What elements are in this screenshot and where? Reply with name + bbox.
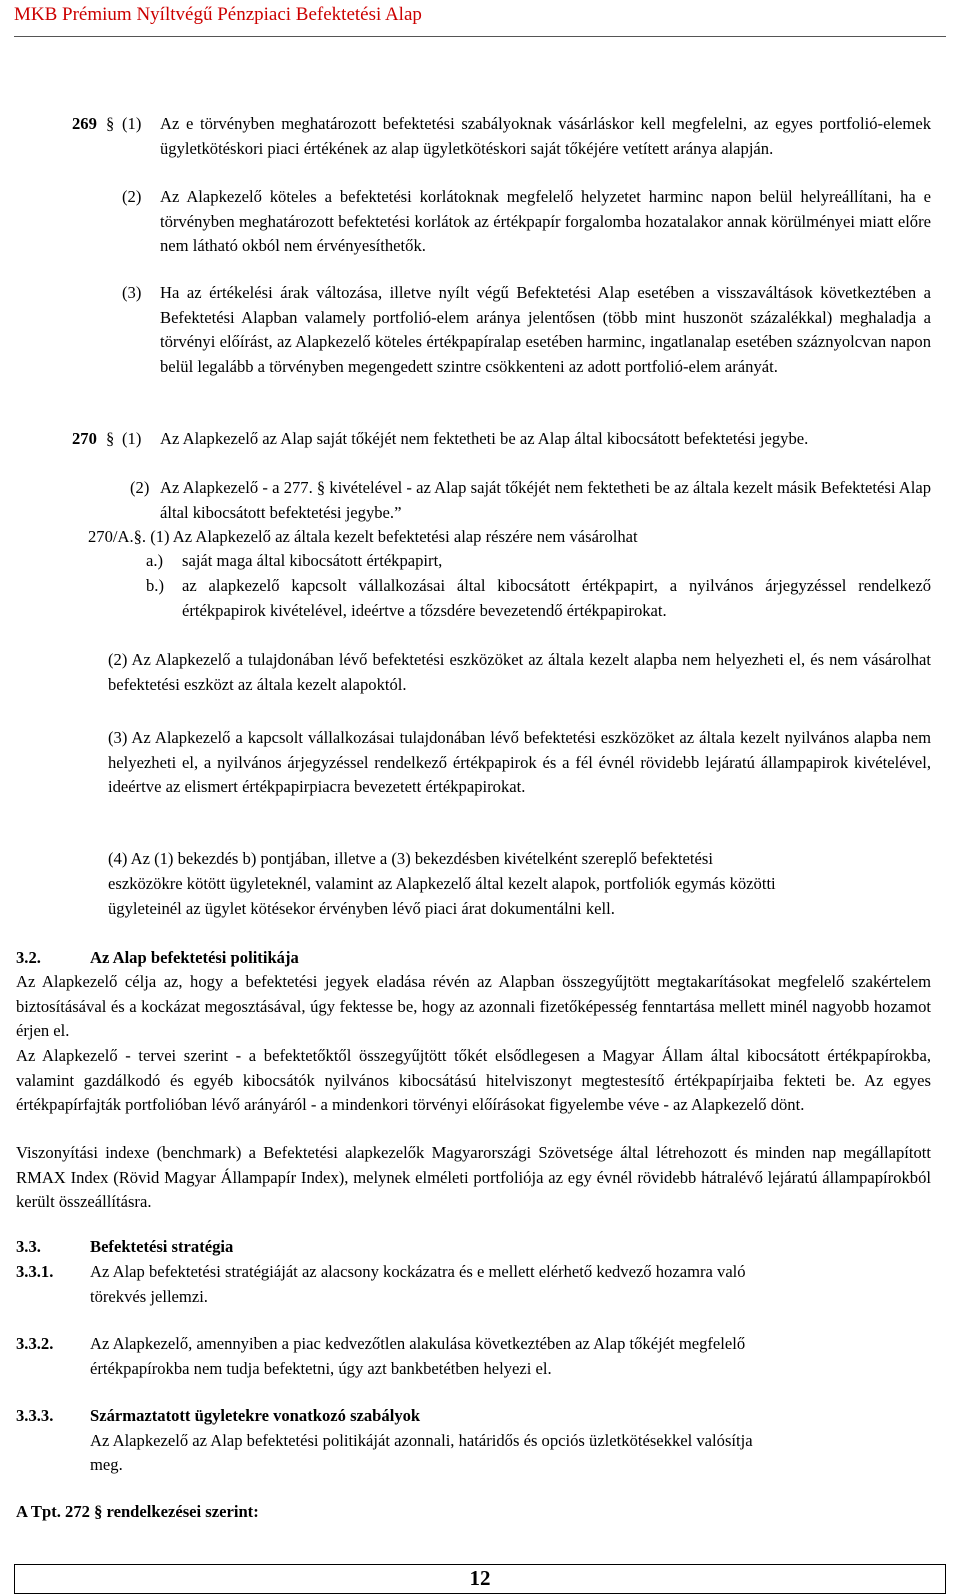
- s270-p1-label: (1): [122, 429, 142, 448]
- s269-p1-label: (1): [122, 114, 142, 133]
- s270a-paragraph-2: (2) Az Alapkezelő a tulajdonában lévő befektetési eszközöket az általa kezelt alapba nem helyezheti el, és nem vásárolhat befektetési eszközt az általa kezelt alapoktól.: [108, 650, 931, 694]
- section-3-2-paragraph-3: Viszonyítási indexe (benchmark) a Befektetési alapkezelők Magyarországi Szövetsége által létrehozott és minden nap megállapított RMAX Index (Rövid Magyar Állampapír Index), melynek elméleti portfoliója az egy évnél rövidebb hátralévő lejáratú állampapírokból került összeállításra.: [16, 1143, 931, 1211]
- page-number: 12: [469, 1566, 491, 1590]
- header-divider: [14, 36, 946, 37]
- section-269-paragraph-sign: §: [106, 114, 115, 133]
- section-3-2-number: 3.2.: [16, 948, 41, 967]
- page-footer: [14, 1564, 946, 1594]
- section-3-2-paragraph-2: Az Alapkezelő - tervei szerint - a befektetőktől összegyűjtött tőkét elsődlegesen a Magyar Állam által kibocsátott értékpapírokba, valamint gazdálkodó és egyéb kibocsátók nyilvános kibocsátású hitelviszonyt megtestesítő értékpapírjaiba fekteti be. Az egyes értékpapírfajták portfolióban lévő arányáról - a mindenkori törvényi előírásokat figyelembe véve - az Alapkezelő dönt.: [16, 1046, 931, 1114]
- section-3-2-title: Az Alap befektetési politikája: [90, 948, 299, 967]
- s269-paragraph-2: Az Alapkezelő köteles a befektetési korlátoknak megfelelő helyzetet harminc napon belül helyreállítani, ha e törvényben meghatározott befektetési korlátok az értékpapír forgalomba hozatalakor annak körülményei miatt előre nem látható okból nem érvényesíthetők.: [160, 187, 931, 255]
- s270a-item-b-label: b.): [146, 576, 164, 595]
- s270a-paragraph-3: (3) Az Alapkezelő a kapcsolt vállalkozásai tulajdonában lévő befektetési eszközöket az általa kezelt nyilvános alapba nem helyezheti el, a nyilvános árjegyzéssel rendelkező értékpapirok és a fél évnél rövidebb lejáratú állampapirok kivételével, ideértve az elismert értékpapirpiacra bevezetett értékpapirokat.: [108, 728, 931, 796]
- s270a-item-b: az alapkezelő kapcsolt vállalkozásai által kibocsátott értékpapirt, a nyilvános árjegyzéssel rendelkező értékpapirok kivételével, ideértve a tőzsdére bevezetendő értékpapirokat.: [182, 576, 931, 620]
- section-3-3-1-line-2: törekvés jellemzi.: [90, 1287, 208, 1306]
- s270a-item-a-label: a.): [146, 551, 164, 570]
- section-270-paragraph-sign: §: [106, 429, 115, 448]
- section-3-3-title: Befektetési stratégia: [90, 1237, 234, 1256]
- s270a-p4-line-2: eszközökre kötött ügyleteknél, valamint az Alapkezelő által kezelt alapok, portfoliók egymás közötti: [108, 874, 776, 893]
- s270-paragraph-2: Az Alapkezelő - a 277. § kivételével - az Alap saját tőkéjét nem fektetheti be az általa kezelt másik Befektetési Alap által kibocsátott befektetési jegybe.”: [160, 478, 931, 522]
- section-3-3-1-number: 3.3.1.: [16, 1262, 54, 1281]
- tpt-heading: A Tpt. 272 § rendelkezései szerint:: [16, 1502, 259, 1521]
- section-3-3-3-line-2: meg.: [90, 1455, 123, 1474]
- section-269-number: 269: [72, 114, 97, 133]
- section-3-2-paragraph-1: Az Alapkezelő célja az, hogy a befektetési jegyek eladása révén az Alapban összegyűjtött megtakarításokat megfelelő szakértelem biztosításával és a kockázat megosztásával, úgy fektesse be, hogy az azonnali fizetőképesség fenntartása mellett minél nagyobb hozamot érjen el.: [16, 972, 931, 1040]
- s269-paragraph-3: Ha az értékelési árak változása, illetve nyílt végű Befektetési Alap esetében a visszaváltások következtében a Befektetési Alapban valamely portfolió-elem aránya jelentősen (több mint huszonöt százalékkal) meghaladja a törvényi előírást, az Alapkezelő köteles értékpapíralap esetében harminc, ingatlanalap esetében száznyolcvan napon belül legalább a törvényben megengedett szintre csökkenteni az adott portfolió-elem arányát.: [160, 283, 931, 376]
- section-3-3-1-line-1: Az Alap befektetési stratégiáját az alacsony kockázatra és e mellett elérhető kedvező hozamra való: [90, 1262, 746, 1281]
- section-3-3-2-line-2: értékpapírokba nem tudja befektetni, úgy azt bankbetétben helyezi el.: [90, 1359, 552, 1378]
- section-3-3-2-number: 3.3.2.: [16, 1334, 54, 1353]
- section-3-3-3-line-1: Az Alapkezelő az Alap befektetési politikáját azonnali, határidős és opciós üzletkötésekkel valósítja: [90, 1431, 753, 1450]
- s270a-intro: 270/A.§. (1) Az Alapkezelő az általa kezelt befektetési alap részére nem vásárolhat: [88, 527, 638, 546]
- section-3-3-3-number: 3.3.3.: [16, 1406, 54, 1425]
- s270-paragraph-1: Az Alapkezelő az Alap saját tőkéjét nem fektetheti be az Alap által kibocsátott befektetési jegybe.: [160, 429, 809, 448]
- section-3-3-number: 3.3.: [16, 1237, 41, 1256]
- s269-paragraph-1: Az e törvényben meghatározott befektetési szabályoknak vásárláskor kell megfelelni, az egyes portfolió-elemek ügyletkötéskori piaci értékének az alap ügyletkötéskori saját tőkéjére vetített aránya alapján.: [160, 114, 931, 158]
- s270a-p4-line-1: (4) Az (1) bekezdés b) pontjában, illetve a (3) bekezdésben kivételként szereplő befektetési: [108, 849, 713, 868]
- s269-p3-label: (3): [122, 283, 142, 302]
- s270-p2-label: (2): [130, 478, 150, 497]
- s270a-item-a: saját maga által kibocsátott értékpapirt,: [182, 551, 443, 570]
- section-3-3-2-line-1: Az Alapkezelő, amennyiben a piac kedvezőtlen alakulása következtében az Alap tőkéjét megfelelő: [90, 1334, 746, 1353]
- section-3-3-3-title: Származtatott ügyletekre vonatkozó szabályok: [90, 1406, 421, 1425]
- document-header-title: MKB Prémium Nyíltvégű Pénzpiaci Befektetési Alap: [14, 4, 422, 25]
- s269-p2-label: (2): [122, 187, 142, 206]
- s270a-p4-line-3: ügyleteinél az ügylet kötésekor érvényben lévő piaci árat dokumentálni kell.: [108, 899, 615, 918]
- section-270-number: 270: [72, 429, 97, 448]
